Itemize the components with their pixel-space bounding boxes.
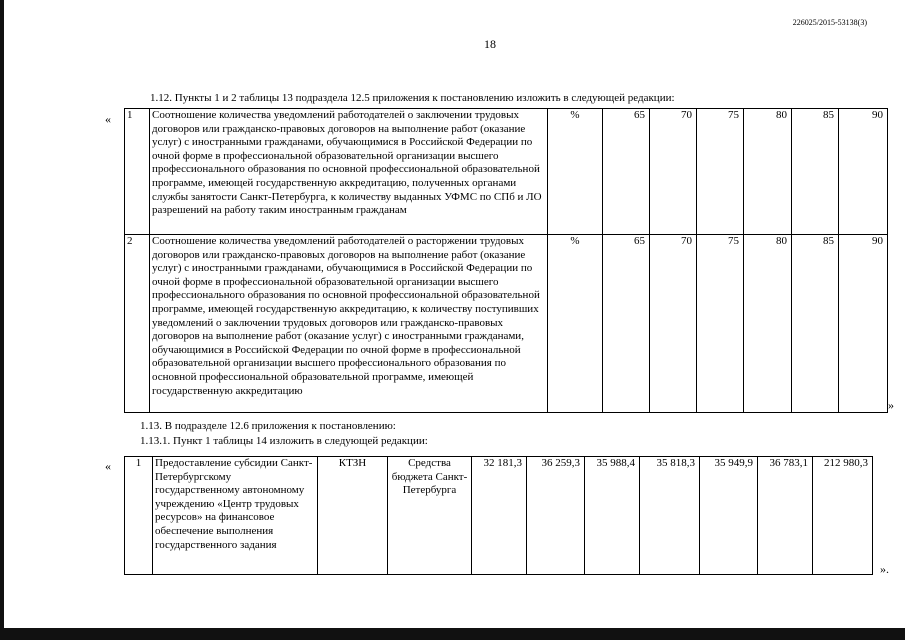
indicator-description: Соотношение количества уведомлений работодателей о расторжении трудовых договоров или гражданско-правовых договоров на выполнение работ (оказание услуг) с иностранными гражданами, обучающимися в Российской Федерации по очной форме в профессиональной образовательной организации высшего профессионального образования по основной профессиональной образовательной программе, имеющей государственную аккредитацию, к количеству поступивших уведомлений о заключении трудовых договоров или гражданско-правовых договоров на выполнение работ (оказание услуг) с иностранными гражданами, обучающимися в Российской Федерации по очной форме в профессиональной образовательной организации высшего профессионального образования по основной профессиональной образовательной программе, имеющей государственную аккредитацию: [150, 235, 548, 413]
funding-source-cell: Средства бюджета Санкт-Петербурга: [388, 457, 472, 575]
close-quote-table13: »: [888, 398, 894, 412]
row-number: 1: [125, 109, 150, 235]
table-13: [124, 108, 888, 413]
value-cell: 75: [697, 235, 744, 413]
value-cell: 70: [650, 109, 697, 235]
paragraph-1-13-1: 1.13.1. Пункт 1 таблицы 14 изложить в следующей редакции:: [140, 435, 428, 447]
total-value-cell: 212 980,3: [813, 457, 873, 575]
table-row: [125, 457, 873, 575]
table-row: [125, 109, 888, 235]
value-cell: 35 988,4: [585, 457, 640, 575]
unit-cell: %: [548, 109, 603, 235]
document-id: 226025/2015-53138(3): [792, 18, 867, 27]
value-cell: 65: [603, 235, 650, 413]
value-cell: 85: [792, 109, 839, 235]
executor-cell: КТЗН: [318, 457, 388, 575]
value-cell: 70: [650, 235, 697, 413]
value-cell: 35 949,9: [700, 457, 758, 575]
value-cell: 65: [603, 109, 650, 235]
row-number: 2: [125, 235, 150, 413]
value-cell: 90: [839, 109, 888, 235]
close-quote-table14: ».: [880, 562, 889, 576]
value-cell: 75: [697, 109, 744, 235]
scan-left-edge: [0, 0, 4, 640]
value-cell: 80: [744, 235, 792, 413]
paragraph-1-13: 1.13. В подразделе 12.6 приложения к постановлению:: [140, 420, 396, 432]
table-row: [125, 235, 888, 413]
paragraph-1-12: 1.12. Пункты 1 и 2 таблицы 13 подраздела 12.5 приложения к постановлению изложить в следующей редакции:: [150, 92, 675, 104]
value-cell: 90: [839, 235, 888, 413]
scan-bottom-edge: [0, 628, 905, 640]
page-number: 18: [484, 37, 496, 51]
row-number: 1: [125, 457, 153, 575]
value-cell: 35 818,3: [640, 457, 700, 575]
activity-description: Предоставление субсидии Санкт-Петербургскому государственному автономному учреждению «Центр трудовых ресурсов» на финансовое обеспечение выполнения государственного задания: [153, 457, 318, 575]
table-14: [124, 456, 873, 575]
value-cell: 36 783,1: [758, 457, 813, 575]
open-quote-table14: «: [105, 459, 111, 473]
unit-cell: %: [548, 235, 603, 413]
open-quote-table13: «: [105, 112, 111, 126]
value-cell: 80: [744, 109, 792, 235]
value-cell: 85: [792, 235, 839, 413]
indicator-description: Соотношение количества уведомлений работодателей о заключении трудовых договоров или гражданско-правовых договоров на выполнение работ (оказание услуг) с иностранными гражданами, обучающимися в Российской Федерации по очной форме в профессиональной образовательной организации высшего профессионального образования по основной профессиональной образовательной программе, имеющей государственную аккредитацию, полученных органами службы занятости Санкт-Петербурга, к количеству выданных УФМС по СПб и ЛО разрешений на работу таким иностранным гражданам: [150, 109, 548, 235]
value-cell: 36 259,3: [527, 457, 585, 575]
value-cell: 32 181,3: [472, 457, 527, 575]
